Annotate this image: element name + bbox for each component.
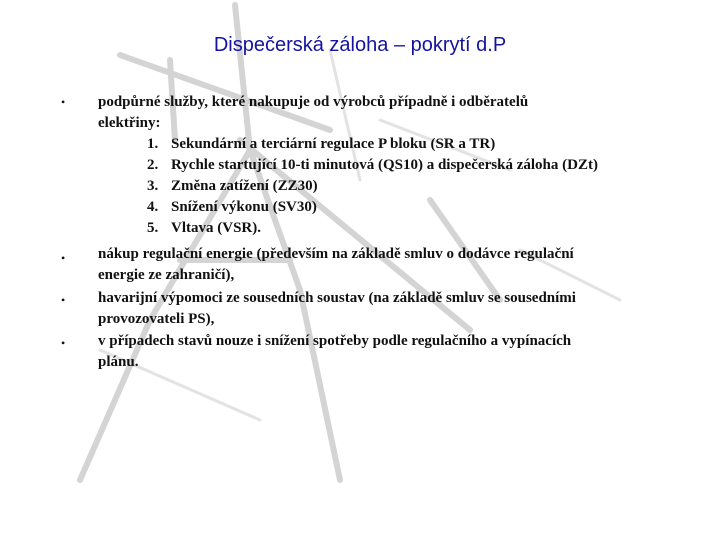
sublist-number: 5.	[147, 220, 159, 236]
list-item-line: provozovateli PS),	[98, 311, 215, 327]
sublist-item	[147, 134, 495, 155]
sublist-item	[147, 218, 261, 239]
bullet-marker: •	[61, 95, 66, 109]
sublist-text: Vltava (VSR).	[171, 220, 261, 236]
bullet-marker: •	[61, 293, 66, 307]
slide-title: Dispečerská záloha – pokrytí d.P	[213, 34, 507, 56]
sublist-text: Rychle startující 10-ti minutová (QS10) a dispečerská záloha (DZt)	[171, 157, 598, 173]
sublist-item	[147, 155, 598, 176]
list-item-line: havarijní výpomoci ze sousedních soustav (na základě smluv se sousedními	[98, 290, 576, 306]
list-item-line: v případech stavů nouze i snížení spotřeby podle regulačního a vypínacích	[98, 333, 572, 349]
list-item-line: energie ze zahraničí),	[98, 267, 235, 283]
sublist-number: 3.	[147, 178, 159, 194]
sublist-text: Snížení výkonu (SV30)	[171, 199, 317, 215]
sublist-number: 1.	[147, 136, 159, 152]
list-item-line: nákup regulační energie (především na základě smluv o dodávce regulační	[98, 246, 574, 262]
bullet-marker: •	[61, 251, 66, 265]
list-item-line: plánu.	[98, 354, 139, 370]
sublist-number: 4.	[147, 199, 159, 215]
sublist-number: 2.	[147, 157, 159, 173]
sublist-text: Změna zatížení (ZZ30)	[171, 178, 318, 194]
sublist-text: Sekundární a terciární regulace P bloku (SR a TR)	[171, 136, 496, 152]
bullet-marker: •	[61, 336, 66, 350]
sublist-item	[147, 197, 317, 218]
list-item-line: elektřiny:	[98, 115, 161, 131]
list-item-line: podpůrné služby, které nakupuje od výrobců případně i odběratelů	[98, 94, 529, 110]
sublist-item	[147, 176, 318, 197]
